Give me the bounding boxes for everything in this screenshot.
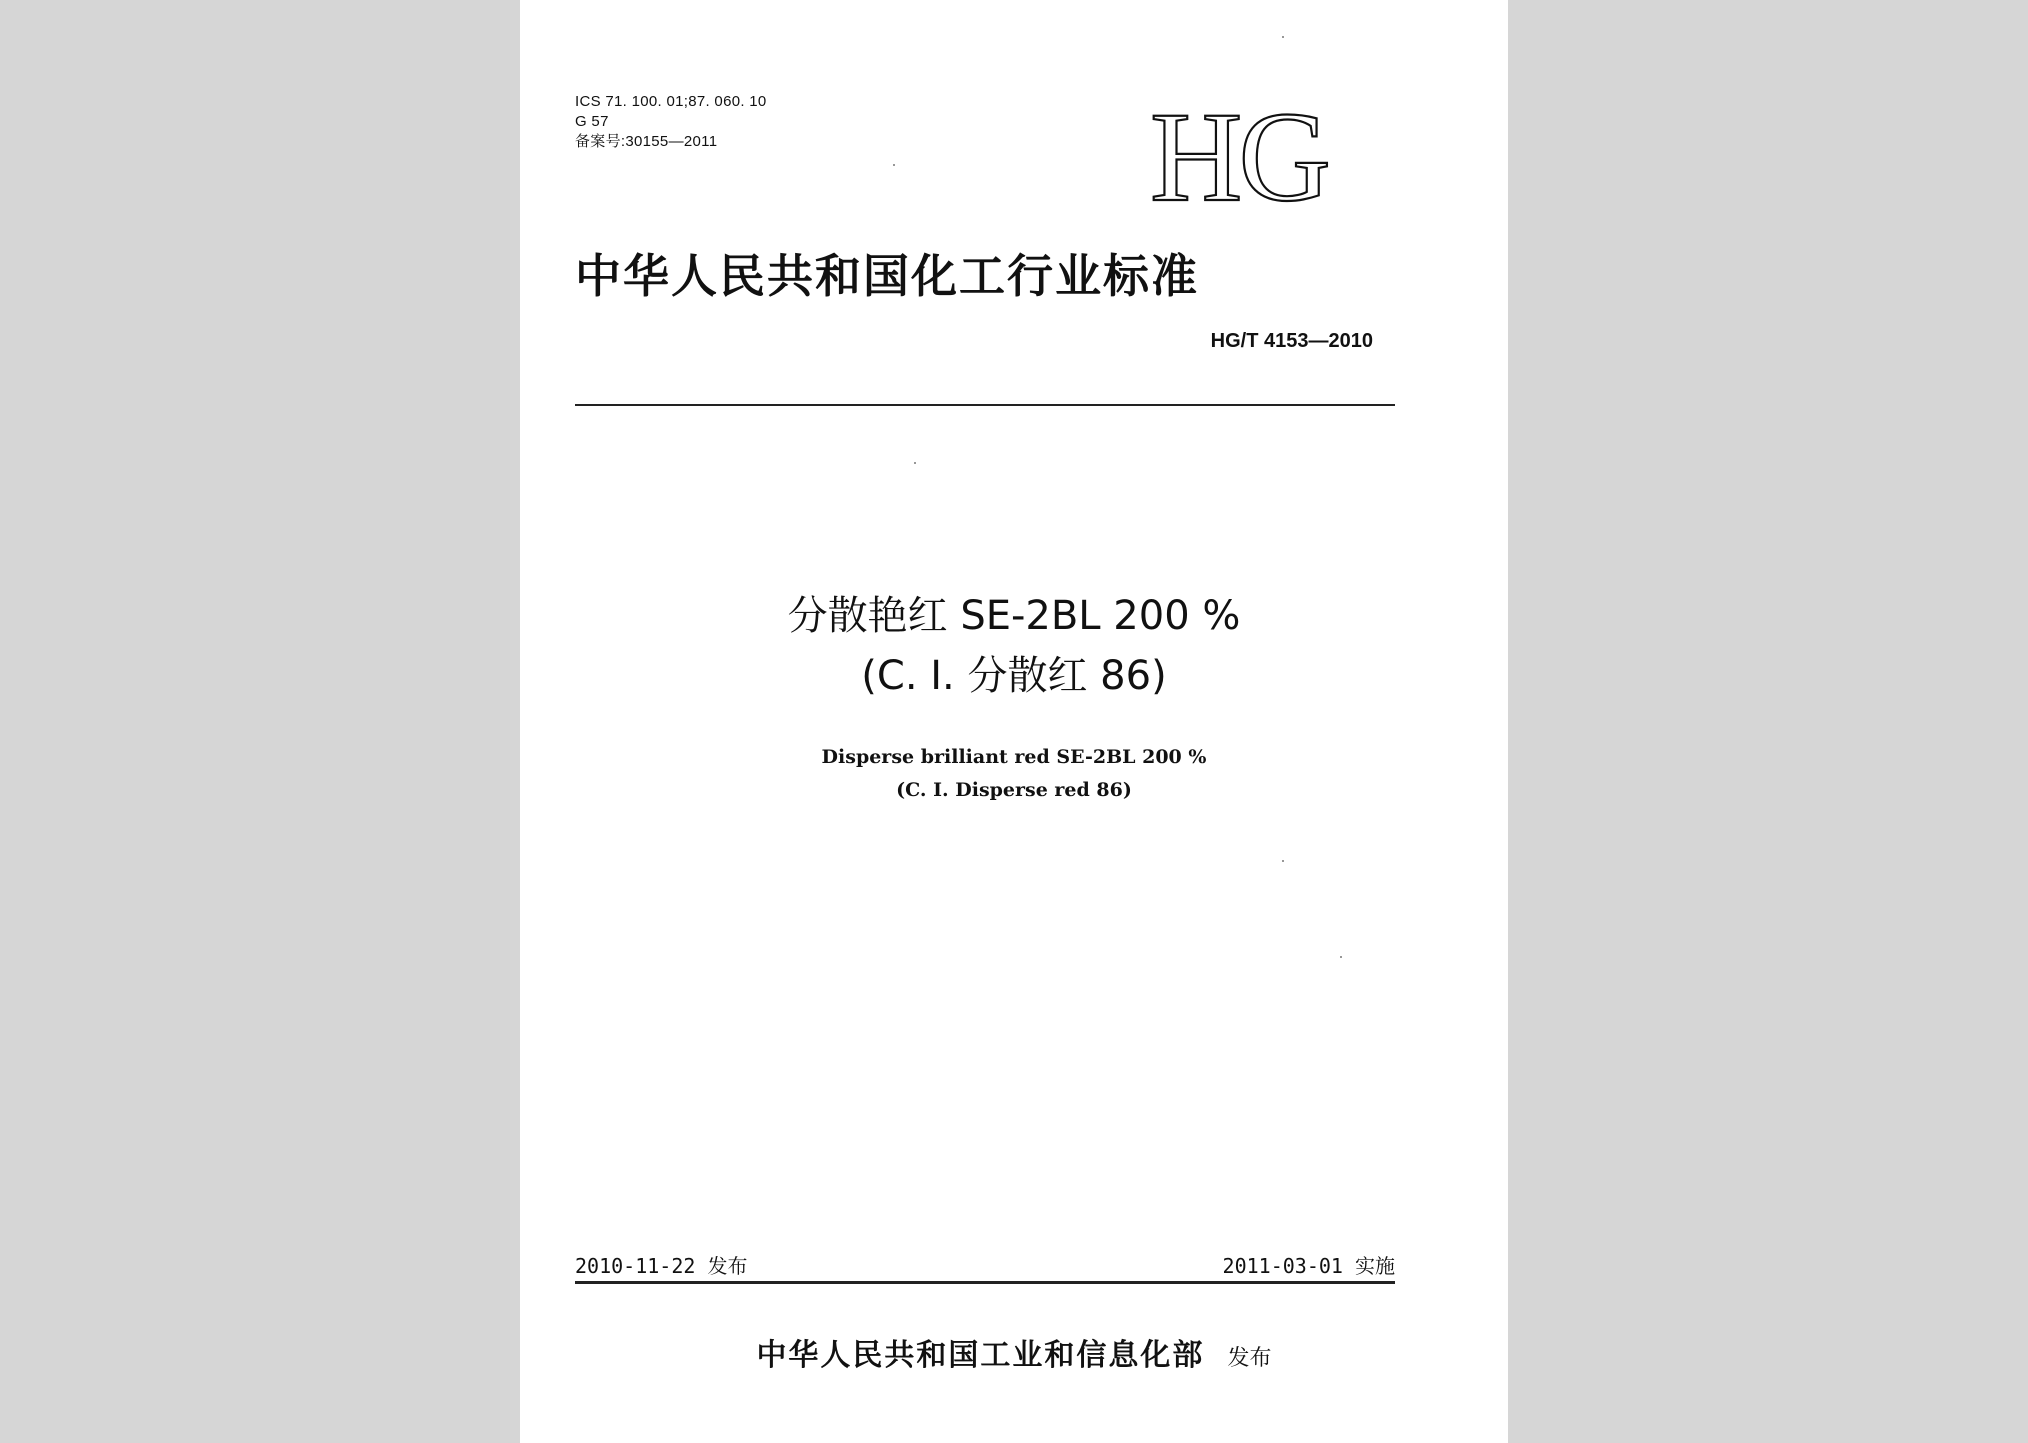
publisher-line	[520, 1330, 1508, 1374]
standard-number: HG/T 4153—2010	[1210, 330, 1373, 352]
scan-speck	[893, 164, 895, 166]
filing-number: 备案号:30155—2011	[575, 133, 718, 150]
cn-title-line2: (C. I. 分散红 86)	[861, 653, 1167, 699]
scan-speck	[1340, 956, 1342, 958]
publisher-name: 中华人民共和国工业和信息化部	[756, 1338, 1205, 1373]
publisher-verb: 发布	[1227, 1346, 1272, 1371]
classification-block	[575, 92, 767, 152]
bottom-divider	[575, 1281, 1395, 1284]
document-page	[520, 0, 1508, 1443]
ics-code: ICS 71. 100. 01;87. 060. 10	[575, 93, 767, 110]
scan-speck	[1282, 36, 1284, 38]
top-divider	[575, 404, 1395, 406]
en-title-line1: Disperse brilliant red SE-2BL 200 %	[821, 746, 1207, 768]
date-row	[575, 1250, 1395, 1280]
hg-logo	[1150, 88, 1390, 218]
effective-date: 2011-03-01 实施	[1222, 1254, 1395, 1278]
scan-speck	[914, 462, 916, 464]
en-title-line2: (C. I. Disperse red 86)	[896, 779, 1132, 801]
scan-speck	[1282, 860, 1284, 862]
issue-date: 2010-11-22 发布	[575, 1254, 748, 1278]
standard-category-title: 中华人民共和国化工行业标准	[575, 249, 1199, 303]
hg-logo-text: HG	[1150, 88, 1327, 218]
ccs-code: G 57	[575, 113, 609, 130]
cn-title-line1: 分散艳红 SE-2BL 200 %	[787, 593, 1241, 639]
